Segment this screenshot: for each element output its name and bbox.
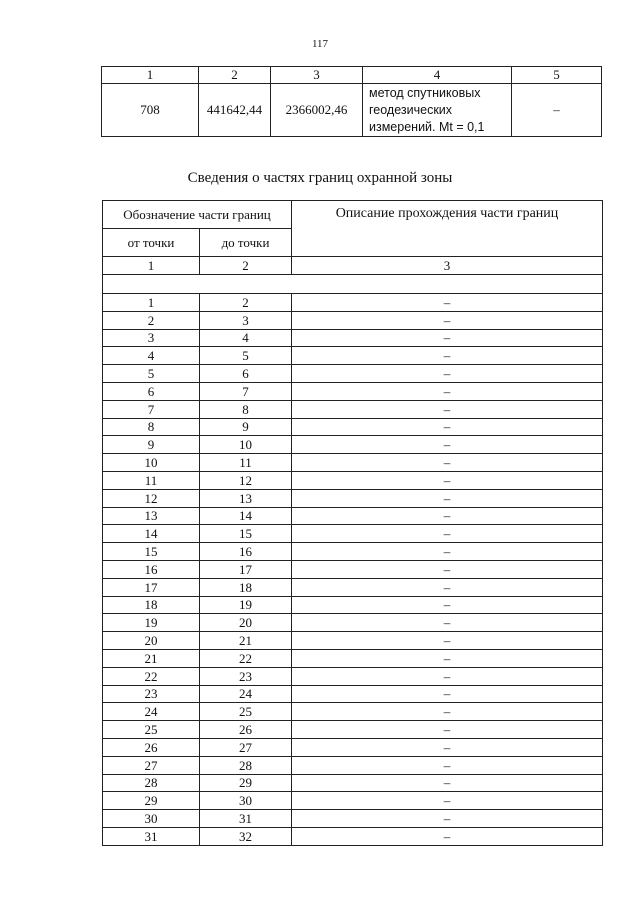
header-cell: 2 (199, 67, 271, 84)
to-point-cell: 32 (200, 827, 292, 845)
description-cell: – (292, 294, 603, 312)
column-numbers-row (103, 257, 603, 275)
to-point-cell: 30 (200, 792, 292, 810)
header-cell: 3 (271, 67, 363, 84)
from-point-cell: 11 (103, 471, 200, 489)
to-point-cell: 25 (200, 703, 292, 721)
table-row (103, 685, 603, 703)
from-point-cell: 4 (103, 347, 200, 365)
table-row (103, 703, 603, 721)
to-point-cell: 10 (200, 436, 292, 454)
from-point-cell: 18 (103, 596, 200, 614)
to-point-cell: 17 (200, 560, 292, 578)
from-point-header: от точки (103, 229, 200, 257)
table-row (103, 525, 603, 543)
parts-header-row (103, 201, 603, 229)
to-point-cell: 21 (200, 632, 292, 650)
to-point-cell: 9 (200, 418, 292, 436)
table-row (103, 560, 603, 578)
from-point-cell: 13 (103, 507, 200, 525)
from-point-cell: 26 (103, 738, 200, 756)
designation-header: Обозначение части границ (103, 201, 292, 229)
from-point-cell: 21 (103, 649, 200, 667)
table-row (103, 471, 603, 489)
parts-table-body (103, 294, 603, 846)
description-cell: – (292, 382, 603, 400)
spacer-row (103, 275, 603, 294)
to-point-cell: 27 (200, 738, 292, 756)
to-point-cell: 28 (200, 756, 292, 774)
method-line: метод спутниковых (369, 85, 481, 100)
table-row (103, 329, 603, 347)
to-point-cell: 15 (200, 525, 292, 543)
from-point-cell: 20 (103, 632, 200, 650)
from-point-cell: 16 (103, 560, 200, 578)
coordinates-table (101, 66, 602, 137)
to-point-header: до точки (200, 229, 292, 257)
from-point-cell: 28 (103, 774, 200, 792)
description-cell: – (292, 471, 603, 489)
description-cell: – (292, 418, 603, 436)
table-row (103, 454, 603, 472)
description-cell: – (292, 756, 603, 774)
to-point-cell: 14 (200, 507, 292, 525)
header-cell: 4 (363, 67, 512, 84)
description-cell: – (292, 489, 603, 507)
table-row (103, 614, 603, 632)
from-point-cell: 24 (103, 703, 200, 721)
description-cell: – (292, 329, 603, 347)
to-point-cell: 23 (200, 667, 292, 685)
description-cell: – (292, 685, 603, 703)
spacer-cell (103, 275, 603, 294)
to-point-cell: 24 (200, 685, 292, 703)
description-cell: – (292, 614, 603, 632)
table-row (103, 507, 603, 525)
description-cell: – (292, 810, 603, 828)
description-cell: – (292, 632, 603, 650)
table-row (103, 810, 603, 828)
coordinate-x: 441642,44 (199, 84, 271, 137)
to-point-cell: 22 (200, 649, 292, 667)
to-point-cell: 8 (200, 400, 292, 418)
table-row (103, 400, 603, 418)
table-row (103, 827, 603, 845)
from-point-cell: 15 (103, 543, 200, 561)
from-point-cell: 17 (103, 578, 200, 596)
header-cell: 5 (512, 67, 602, 84)
from-point-cell: 22 (103, 667, 200, 685)
from-point-cell: 9 (103, 436, 200, 454)
from-point-cell: 6 (103, 382, 200, 400)
table-row (103, 347, 603, 365)
to-point-cell: 13 (200, 489, 292, 507)
from-point-cell: 1 (103, 294, 200, 312)
table-row (103, 738, 603, 756)
from-point-cell: 3 (103, 329, 200, 347)
method-line: измерений. Mt = 0,1 (369, 119, 485, 134)
coordinates-header-row (102, 67, 602, 84)
description-cell: – (292, 543, 603, 561)
from-point-cell: 25 (103, 721, 200, 739)
description-cell: – (292, 311, 603, 329)
table-row (103, 632, 603, 650)
to-point-cell: 16 (200, 543, 292, 561)
from-point-cell: 2 (103, 311, 200, 329)
to-point-cell: 4 (200, 329, 292, 347)
to-point-cell: 26 (200, 721, 292, 739)
table-row (103, 543, 603, 561)
description-cell: – (292, 436, 603, 454)
to-point-cell: 7 (200, 382, 292, 400)
description-cell: – (292, 525, 603, 543)
section-title: Сведения о частях границ охранной зоны (187, 170, 453, 186)
from-point-cell: 14 (103, 525, 200, 543)
table-row (103, 489, 603, 507)
to-point-cell: 6 (200, 365, 292, 383)
to-point-cell: 12 (200, 471, 292, 489)
description-cell: – (292, 774, 603, 792)
table-row (103, 596, 603, 614)
from-point-cell: 10 (103, 454, 200, 472)
to-point-cell: 18 (200, 578, 292, 596)
description-cell: – (292, 596, 603, 614)
description-cell: – (292, 649, 603, 667)
table-row (103, 756, 603, 774)
to-point-cell: 3 (200, 311, 292, 329)
description-cell: – (292, 703, 603, 721)
description-cell: – (292, 827, 603, 845)
table-row (103, 578, 603, 596)
to-point-cell: 11 (200, 454, 292, 472)
table-row (103, 721, 603, 739)
column-number: 3 (292, 257, 603, 275)
from-point-cell: 30 (103, 810, 200, 828)
point-number: 708 (102, 84, 199, 137)
description-cell: – (292, 792, 603, 810)
to-point-cell: 20 (200, 614, 292, 632)
description-cell: – (292, 578, 603, 596)
to-point-cell: 5 (200, 347, 292, 365)
table-row (103, 365, 603, 383)
coordinate-y: 2366002,46 (271, 84, 363, 137)
from-point-cell: 7 (103, 400, 200, 418)
description-cell: – (292, 721, 603, 739)
from-point-cell: 27 (103, 756, 200, 774)
description-cell: – (292, 507, 603, 525)
header-cell: 1 (102, 67, 199, 84)
from-point-cell: 5 (103, 365, 200, 383)
description-cell: – (292, 667, 603, 685)
method-description (363, 84, 512, 137)
method-line: геодезических (369, 102, 453, 117)
description-cell: – (292, 400, 603, 418)
from-point-cell: 8 (103, 418, 200, 436)
from-point-cell: 12 (103, 489, 200, 507)
table-row (103, 774, 603, 792)
boundary-parts-table (102, 200, 603, 846)
to-point-cell: 19 (200, 596, 292, 614)
description-cell: – (292, 738, 603, 756)
column-5-value: – (512, 84, 602, 137)
table-row (103, 667, 603, 685)
page-number: 117 (311, 38, 329, 50)
column-number: 2 (200, 257, 292, 275)
from-point-cell: 23 (103, 685, 200, 703)
table-row (103, 382, 603, 400)
table-row (103, 649, 603, 667)
to-point-cell: 29 (200, 774, 292, 792)
table-row (103, 436, 603, 454)
from-point-cell: 19 (103, 614, 200, 632)
coordinates-row (102, 84, 602, 137)
table-row (103, 418, 603, 436)
table-row (103, 792, 603, 810)
to-point-cell: 2 (200, 294, 292, 312)
from-point-cell: 29 (103, 792, 200, 810)
description-cell: – (292, 560, 603, 578)
description-cell: – (292, 365, 603, 383)
table-row (103, 311, 603, 329)
from-point-cell: 31 (103, 827, 200, 845)
description-header: Описание прохождения части границ (292, 201, 603, 257)
description-cell: – (292, 454, 603, 472)
to-point-cell: 31 (200, 810, 292, 828)
column-number: 1 (103, 257, 200, 275)
description-cell: – (292, 347, 603, 365)
table-row (103, 294, 603, 312)
